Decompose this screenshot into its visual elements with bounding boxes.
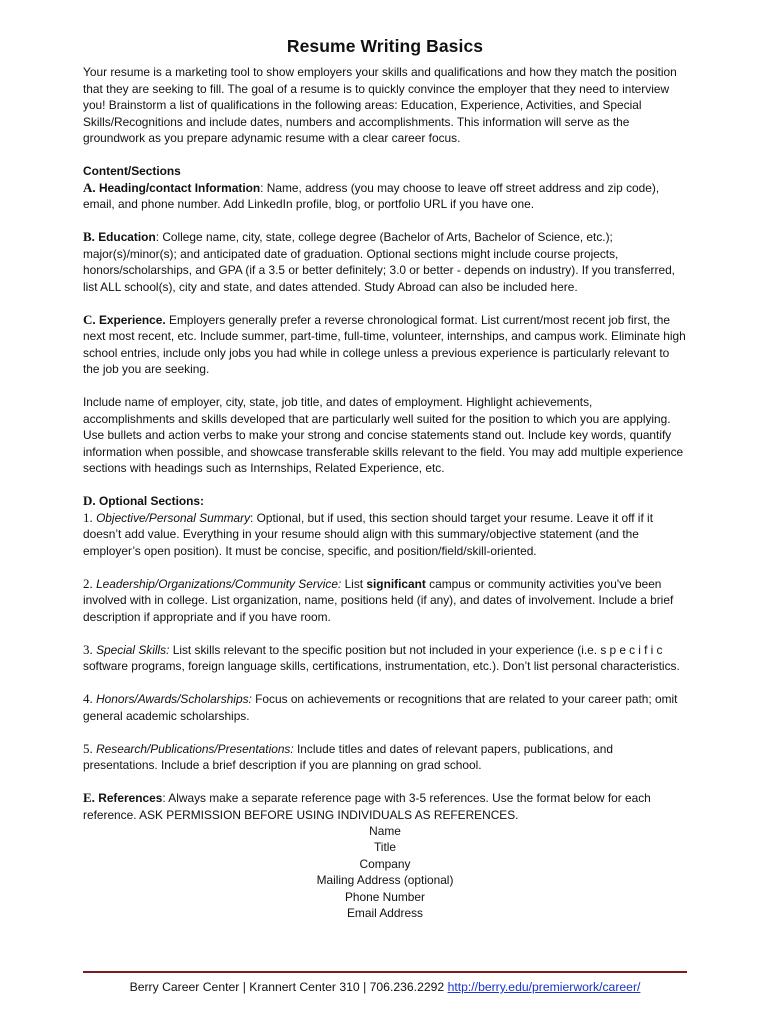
section-c-paragraph-2: Include name of employer, city, state, job title, and dates of employment. Highlight achievements, accomplishments and skills developed that are particularly well suited for the position to which you are applying. Use bullets and action verbs to make your strong and concise statements stand out. Include key words, quantify information when possible, and showcase transferable skills relevant to the field. You may add multiple experience sections with headings such as Internships, Related Experience, etc. — [83, 395, 684, 475]
section-e-paragraph — [83, 790, 687, 823]
section-c-label: Experience. — [98, 312, 166, 327]
reference-format-line: Name — [369, 824, 401, 838]
section-c-letter: C. — [83, 311, 96, 327]
reference-format-line: Company — [359, 856, 411, 871]
page-title: Resume Writing Basics — [286, 36, 484, 56]
item-3-spaced: specific — [600, 642, 666, 657]
section-a-label: Heading/contact Information — [98, 180, 261, 195]
item-3-text: software programs, foreign language skills, certifications, instrumentation, etc.). Don’t list personal characteristics. — [83, 659, 680, 673]
reference-format-line: Phone Number — [345, 889, 425, 904]
section-e-letter: E. — [83, 790, 95, 805]
item-5-text: Include titles and dates of relevant papers, publications, and presentations. Include a brief description if you are planning on grad school. — [83, 741, 613, 772]
section-b-label: Education — [98, 230, 156, 244]
item-3-label: Special Skills: — [96, 642, 170, 657]
footer-link[interactable]: http://berry.edu/premierwork/career/ — [447, 980, 641, 994]
section-c-paragraph — [83, 312, 687, 378]
footer-text: Berry Career Center | Krannert Center 310 | 706.236.2292 — [129, 980, 448, 994]
section-d-item-4 — [83, 691, 687, 724]
section-c-text: Employers generally prefer a reverse chronological format. List current/most recent job first, the next most recent, etc. Include summer, part-time, full-time, volunteer, internships, and campus work. Eliminate high school entries, include only jobs you had while in college unless a previous experience is particularly relevant to the job you are seeking. — [83, 312, 686, 376]
reference-format-line: Email Address — [347, 906, 423, 921]
section-e-label: References — [98, 791, 163, 805]
section-d-label: Optional Sections: — [98, 494, 204, 508]
reference-format-block — [83, 823, 687, 921]
item-5-num: 5. — [83, 740, 93, 756]
item-3-num: 3. — [83, 641, 93, 657]
item-2-text: campus or community activities you've been involved with in college. List organization, name, positions held (if any), and dates of involvement. Include a brief description if appropriate and if you have room. — [83, 576, 674, 624]
section-d-item-2 — [83, 576, 687, 626]
item-4-text: Focus on achievements or recognitions that are related to your career path; omit general academic scholarships. — [83, 692, 678, 723]
section-b-paragraph — [83, 229, 687, 295]
item-5-label: Research/Publications/Presentations: — [96, 741, 294, 756]
item-1-text: : Optional, but if used, this section should target your resume. Leave it off if it doesn’t add value. Everything in your resume should align with this summary/objective statement (and the employer’s open position). It must be concise, specific, and position/field/skill-oriented. — [83, 510, 654, 558]
item-4-label: Honors/Awards/Scholarships: — [96, 692, 252, 706]
item-4-num: 4. — [83, 691, 93, 706]
item-2-num: 2. — [83, 575, 93, 591]
footer — [83, 980, 687, 994]
section-d-item-5 — [83, 741, 687, 774]
section-d-letter: D. — [83, 493, 96, 508]
section-b-text: : College name, city, state, college degree (Bachelor of Arts, Bachelor of Science, etc.); major(s)/minor(s); and anticipated date of graduation. Optional sections might include course projects, honors/scholarships, and GPA (if a 3.5 or better definitely; 3.0 or better - depends on industry). If you transferred, list ALL school(s), city and state, and dates attended. Study Abroad can also be included here. — [83, 230, 675, 294]
item-2-label: Leadership/Organizations/Community Service: — [96, 576, 342, 591]
item-3-pre: List skills relevant to the specific position but not included in your experience (i.e. — [169, 642, 601, 657]
intro-paragraph: Your resume is a marketing tool to show employers your skills and qualifications and how they match the position that they are seeking to fill. The goal of a resume is to quickly convince the employer that they need to interview you! Brainstorm a list of qualifications in the following areas: Education, Experience, Activities, and Special Skills/Recognitions and include dates, numbers and accomplishments. This information will serve as the groundwork as you prepare adynamic resume with a clear career focus. — [83, 65, 677, 145]
section-d-item-3 — [83, 642, 687, 675]
footer-divider — [83, 971, 687, 973]
section-a-paragraph — [83, 163, 687, 213]
item-2-bold: significant — [366, 576, 426, 591]
section-b-letter: B. — [83, 229, 95, 244]
item-2-pre: List — [341, 576, 367, 591]
item-1-num: 1. — [83, 509, 93, 525]
reference-format-line: Mailing Address (optional) — [316, 873, 454, 888]
section-a-text: : Name, address (you may choose to leave off street address and zip code), email, and phone number. Add LinkedIn profile, blog, or portfolio URL if you have one. — [83, 180, 660, 211]
content-heading: Content/Sections — [83, 164, 181, 178]
section-e-text: : Always make a separate reference page with 3-5 references. Use the format below for each reference. ASK PERMISSION BEFORE USING INDIVIDUALS AS REFERENCES. — [83, 791, 651, 822]
reference-format-line: Title — [373, 840, 397, 855]
item-1-label: Objective/Personal Summary — [96, 510, 251, 525]
section-d-paragraph — [83, 493, 687, 559]
section-a-letter: A. — [83, 179, 96, 195]
document-page — [83, 36, 687, 921]
